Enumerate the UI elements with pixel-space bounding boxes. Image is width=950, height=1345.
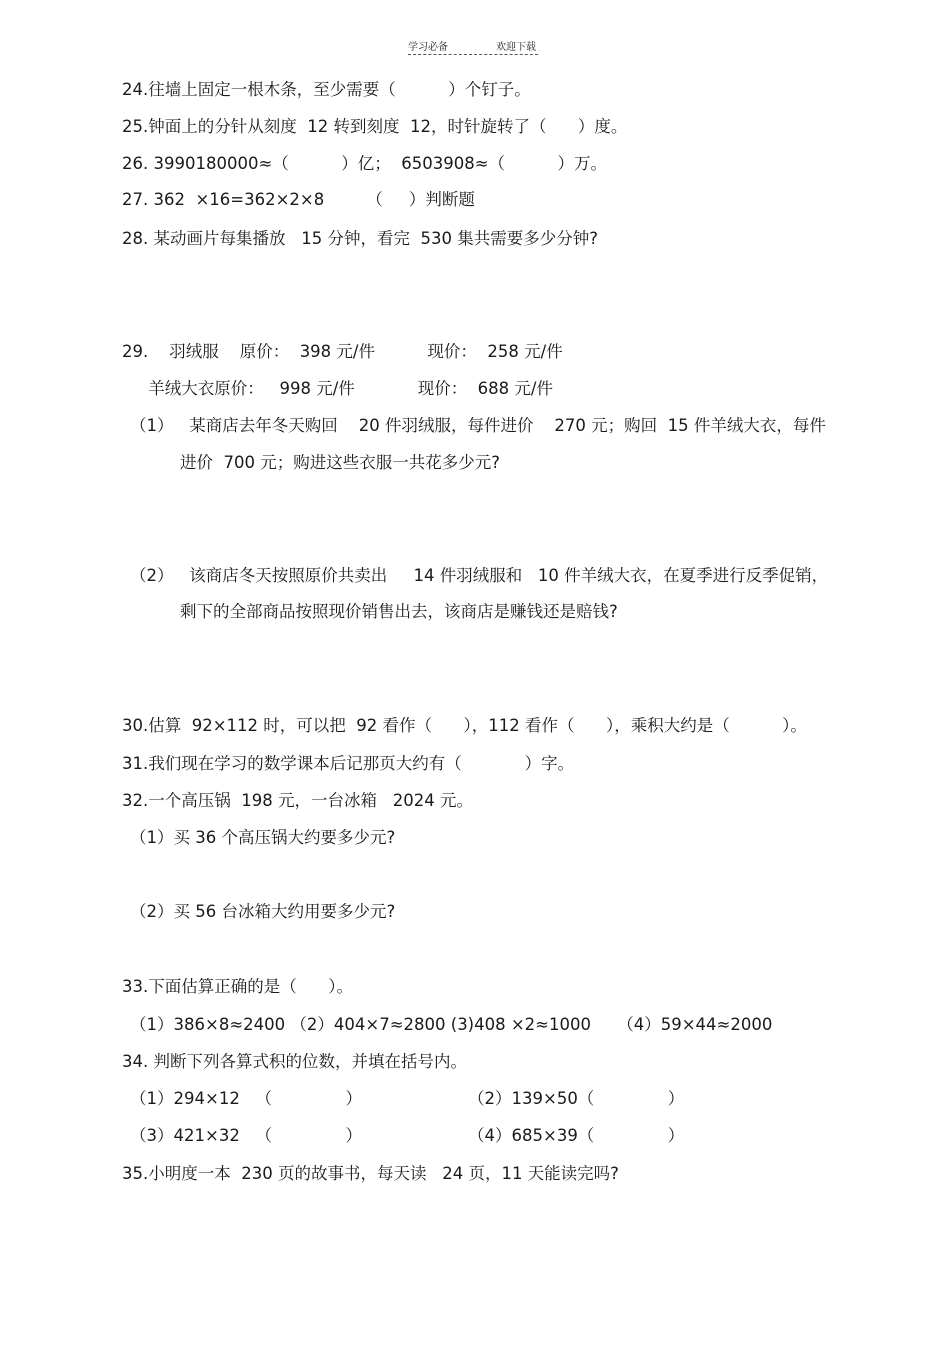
header-right-text: 欢迎下载 bbox=[496, 42, 536, 53]
question-29-part-1: （1） 某商店去年冬天购回 20 件羽绒服，每件进价 270 元；购回 15 件羊绒大衣，每件 bbox=[130, 416, 826, 435]
page-header bbox=[408, 38, 538, 58]
question-32-part-2: （2）买 56 台冰箱大约用要多少元? bbox=[130, 902, 396, 921]
question-34-item-3: （3）421×32 （ ） bbox=[130, 1126, 362, 1145]
question-32-part-1: （1）买 36 个高压锅大约要多少元? bbox=[130, 828, 396, 847]
question-30: 30.估算 92×112 时，可以把 92 看作（ ），112 看作（ ），乘积大约是（ ）。 bbox=[122, 716, 807, 735]
question-28: 28. 某动画片每集播放 15 分钟，看完 530 集共需要多少分钟? bbox=[122, 229, 598, 248]
question-33: 33.下面估算正确的是（ ）。 bbox=[122, 977, 353, 996]
question-29-part-2-cont: 剩下的全部商品按照现价销售出去，该商店是赚钱还是赔钱? bbox=[180, 602, 618, 621]
question-32: 32.一个高压锅 198 元，一台冰箱 2024 元。 bbox=[122, 791, 473, 810]
question-26: 26. 3990180000≈（ ）亿； 6503908≈（ ）万。 bbox=[122, 154, 607, 173]
question-29-price-line-1: 29. 羽绒服 原价： 398 元/件 现价： 258 元/件 bbox=[122, 342, 563, 361]
header-left-text: 学习必备 bbox=[408, 42, 448, 53]
question-34-item-4: （4）685×39（ ） bbox=[468, 1126, 685, 1145]
question-34-item-1: （1）294×12 （ ） bbox=[130, 1089, 362, 1108]
question-29-part-2: （2） 该商店冬天按照原价共卖出 14 件羽绒服和 10 件羊绒大衣，在夏季进行反季促销， bbox=[130, 566, 829, 585]
question-35: 35.小明度一本 230 页的故事书，每天读 24 页，11 天能读完吗? bbox=[122, 1164, 619, 1183]
question-27: 27. 362 ×16=362×2×8 （ ）判断题 bbox=[122, 190, 475, 209]
question-29-price-line-2: 羊绒大衣原价： 998 元/件 现价： 688 元/件 bbox=[122, 379, 553, 398]
question-34-item-2: （2）139×50（ ） bbox=[468, 1089, 685, 1108]
question-29-part-1-cont: 进价 700 元；购进这些衣服一共花多少元? bbox=[180, 453, 500, 472]
header-divider bbox=[408, 54, 538, 55]
question-25: 25.钟面上的分针从刻度 12 转到刻度 12，时针旋转了（ ）度。 bbox=[122, 117, 628, 136]
question-34: 34. 判断下列各算式积的位数，并填在括号内。 bbox=[122, 1052, 467, 1071]
question-24: 24.往墙上固定一根木条，至少需要（ ）个钉子。 bbox=[122, 80, 531, 99]
question-33-options: （1）386×8≈2400 （2）404×7≈2800 (3)408 ×2≈1000 （4）59×44≈2000 bbox=[130, 1015, 773, 1034]
question-31: 31.我们现在学习的数学课本后记那页大约有（ ）字。 bbox=[122, 754, 575, 773]
